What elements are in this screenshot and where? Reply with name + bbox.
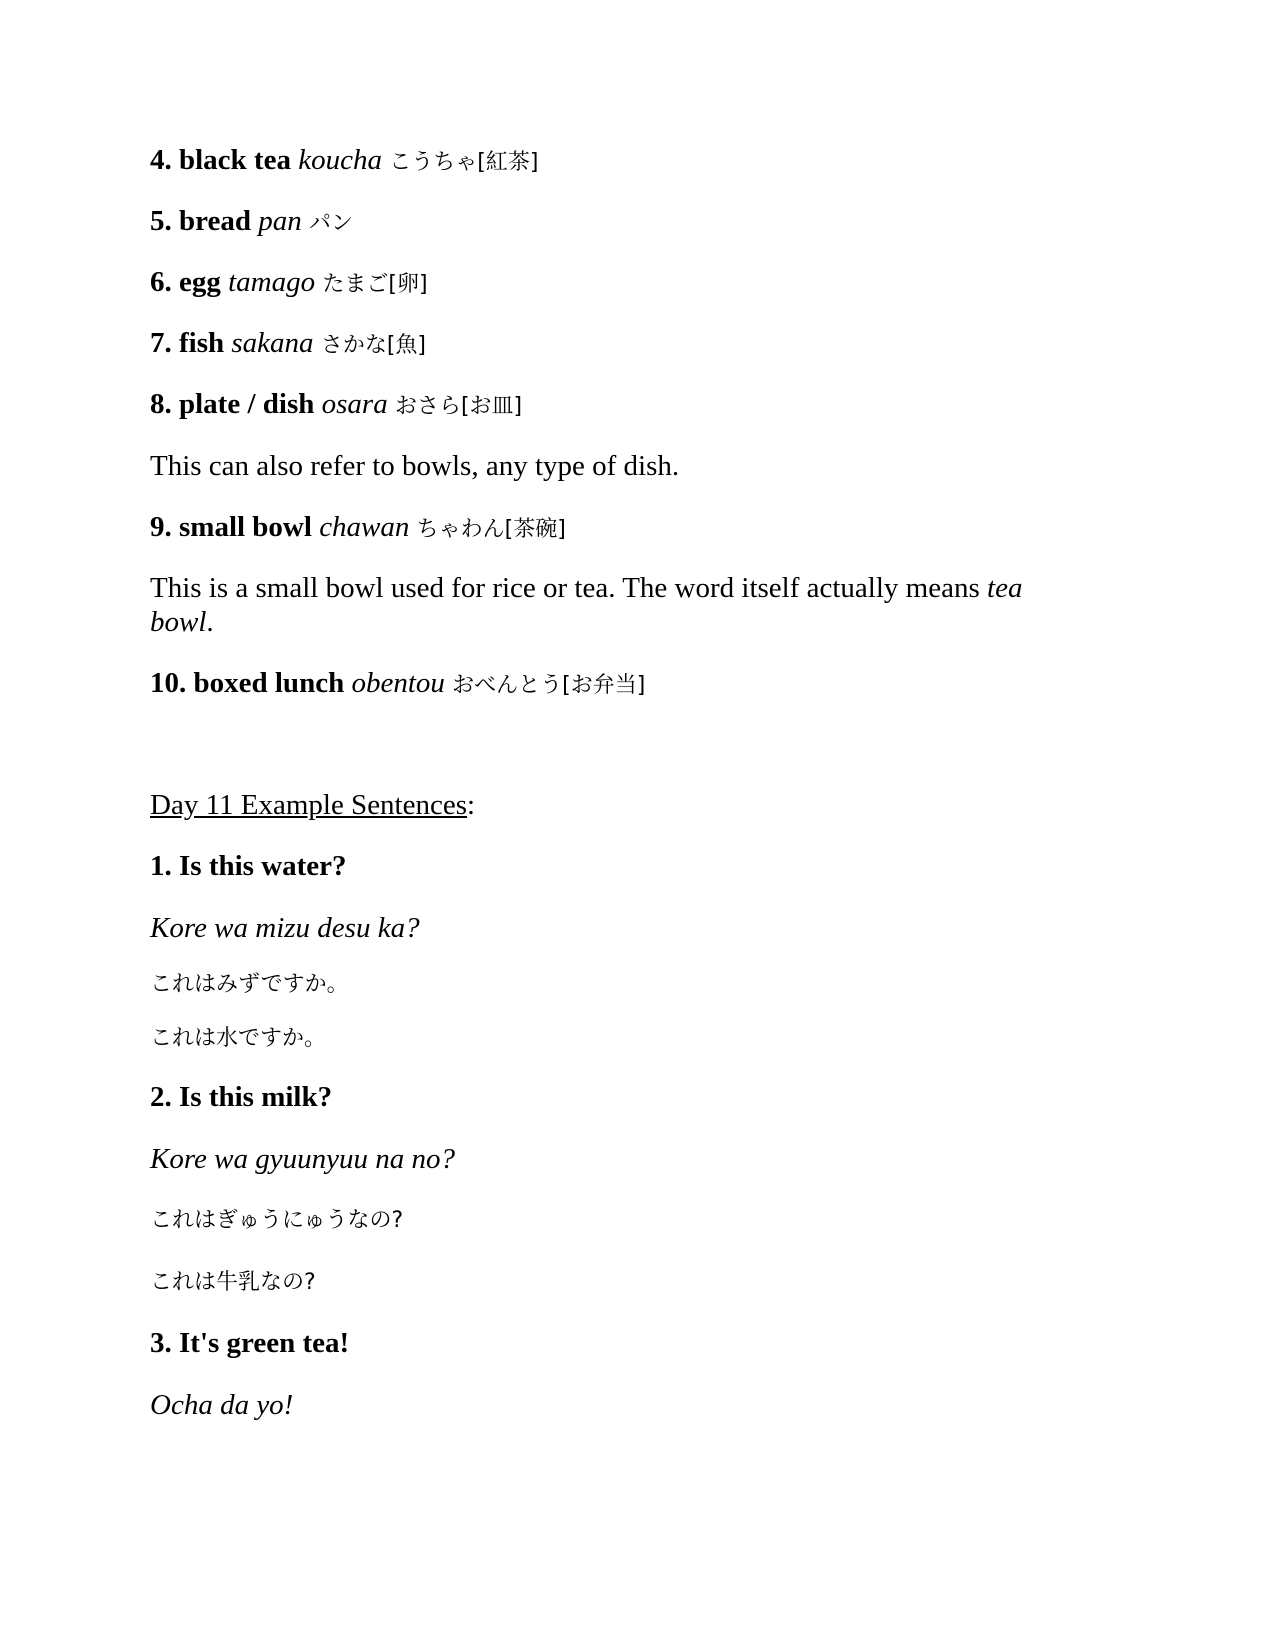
vocab-english: boxed lunch: [193, 667, 345, 699]
vocab-number: 5.: [150, 205, 172, 237]
sentence-romaji-text: Ocha da yo!: [150, 1389, 294, 1421]
sentence-english: [150, 849, 347, 883]
vocab-number: 8.: [150, 388, 172, 420]
vocab-kana: こうちゃ: [389, 150, 478, 175]
vocab-number: 7.: [150, 327, 172, 359]
vocab-english: bread: [179, 205, 251, 237]
vocab-item: [150, 204, 353, 241]
vocab-kana: おべんとう: [452, 673, 563, 698]
vocab-item: [150, 265, 428, 302]
sentence-kana: これはみずですか。: [150, 972, 349, 997]
vocab-kanji: [卵]: [388, 272, 428, 297]
sentence-romaji: [150, 1142, 455, 1176]
vocab-romaji: pan: [258, 205, 302, 237]
vocab-number: 10.: [150, 667, 187, 699]
vocab-romaji: osara: [321, 388, 388, 420]
vocab-english: small bowl: [179, 511, 312, 543]
sentence-kanji: これは水ですか。: [150, 1026, 327, 1051]
vocab-kana: おさら: [394, 394, 461, 419]
vocab-romaji: obentou: [351, 667, 445, 699]
sentence-romaji-text: Kore wa gyuunyuu na no?: [150, 1143, 456, 1175]
section-heading: [150, 788, 475, 822]
vocab-english: fish: [179, 327, 225, 359]
section-title: Day 11 Example Sentences: [150, 789, 468, 821]
vocab-item: [150, 143, 538, 180]
vocab-romaji: tamago: [228, 266, 316, 298]
sentence-kanji: これは牛乳なの?: [150, 1270, 316, 1295]
vocab-kanji: [魚]: [386, 333, 426, 358]
sentence-kana: これはぎゅうにゅうなの?: [150, 1208, 404, 1233]
vocab-kana: たまご: [322, 272, 389, 297]
section-colon: :: [467, 789, 476, 821]
note-italic: tea bowl: [150, 572, 1023, 638]
sentence-english-text: 3. It's green tea!: [150, 1327, 350, 1359]
vocab-number: 4.: [150, 144, 172, 176]
vocab-kanji: [お弁当]: [562, 673, 646, 698]
vocab-kanji: [茶碗]: [504, 517, 566, 542]
vocab-item: [150, 326, 426, 363]
vocab-kana: ちゃわん: [416, 517, 505, 542]
vocab-number: 6.: [150, 266, 172, 298]
sentence-romaji: [150, 911, 420, 945]
vocab-item: [150, 387, 522, 424]
sentence-romaji-text: Kore wa mizu desu ka?: [150, 912, 420, 944]
sentence-english: [150, 1080, 332, 1114]
sentence-english: [150, 1326, 349, 1360]
vocab-kanji: [お皿]: [460, 394, 523, 419]
vocab-english: black tea: [179, 144, 291, 176]
vocab-item: [150, 666, 645, 703]
note-end: .: [206, 606, 214, 638]
sentence-english-text: 2. Is this milk?: [150, 1081, 333, 1113]
vocab-kanji: [紅茶]: [477, 150, 539, 175]
vocab-item: [150, 510, 566, 547]
vocab-note: [150, 571, 1060, 639]
note-text: This is a small bowl used for rice or tea. The word itself actually means: [150, 572, 988, 604]
vocab-kana: パン: [308, 211, 353, 236]
document-page: [150, 0, 1110, 1650]
vocab-romaji: chawan: [319, 511, 410, 543]
vocab-kana: さかな: [320, 333, 387, 358]
vocab-english: egg: [179, 266, 221, 298]
sentence-english-text: 1. Is this water?: [150, 850, 347, 882]
vocab-romaji: koucha: [298, 144, 382, 176]
vocab-note: This can also refer to bowls, any type of dish.: [150, 450, 680, 482]
vocab-number: 9.: [150, 511, 172, 543]
sentence-romaji: [150, 1388, 293, 1422]
vocab-english: plate / dish: [179, 388, 315, 420]
vocab-romaji: sakana: [231, 327, 314, 359]
